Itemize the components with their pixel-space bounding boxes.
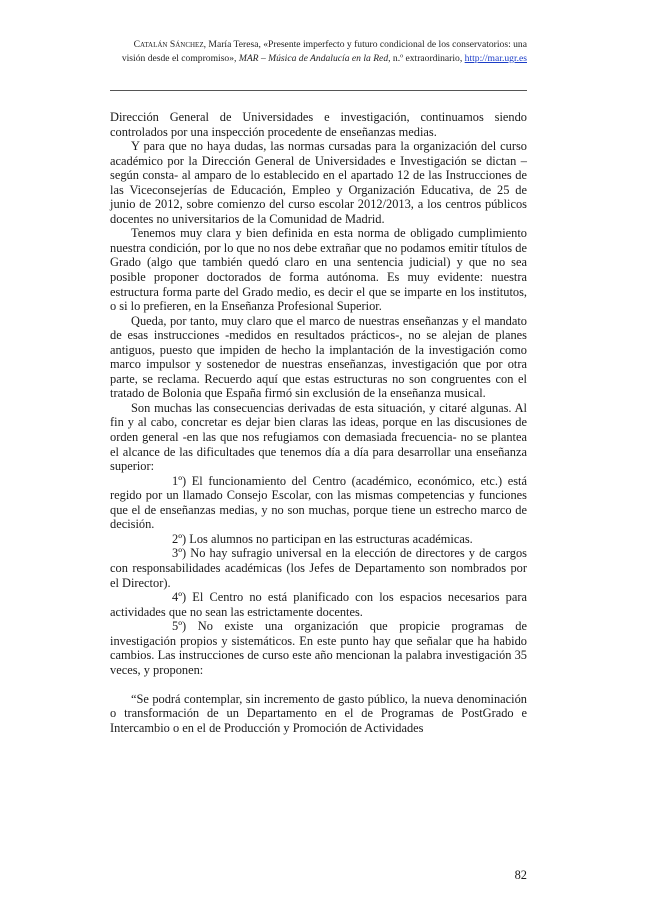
body-paragraph-4: Queda, por tanto, muy claro que el marco de nuestras enseñanzas y el mandato de esas instrucciones -medidos en resultados prácticos-, no se alejan de planes antiguos, puesto que impiden de hecho la implantación de la investigación como marco impulsor y sostenedor de nuestras enseñanzas, investigación que por otra parte, se reclama. Recuerdo aquí que estas estructuras no son congruentes con el tratado de Bolonia que España firmó sin exclusión de la enseñanza musical. [110,313,527,401]
body-paragraph-2: Y para que no haya dudas, las normas cursadas para la organización del curso académico por la Dirección General de Universidades e Investigación se dictan –según consta- al amparo de lo establecido en el apartado 12 de las Instrucciones de las Viceconsejerías de Educación, Empleo y Organización Educativa, de 25 de junio de 2012, sobre comienzo del curso escolar 2012/2013, a los centros públicos docentes no universitarios de la Comunidad de Madrid. [110,139,527,226]
article-body [110,110,527,735]
header-author-lastname: Catalán Sánchez [133,39,204,50]
header-citation-text: , María Teresa, «Presente imperfecto y futuro condicional de los conservatorios: una visión desde el compromiso», [121,39,527,64]
header-divider [110,90,527,91]
blank-line [110,677,527,692]
header-journal: MAR – Música de Andalucía en la Red [238,53,389,64]
page-number: 82 [514,868,527,882]
header-url-link[interactable]: http://mar.ugr.es [464,53,527,64]
body-paragraph-5: Son muchas las consecuencias derivadas de esta situación, y citaré algunas. Al fin y al cabo, concretar es dejar bien claras las ideas, porque en las discusiones de orden general -en las que nos refugiamos con demasiada frecuencia- no se plantea el alcance de las dificultades que tenemos día a día para desarrollar una enseñanza superior: [110,400,527,474]
list-item-1: 1º) El funcionamiento del Centro (académico, económico, etc.) está regido por un llamado Consejo Escolar, con las mismas competencias y funciones que el de enseñanzas medias, y no son muchas, porque tiene un estrecho marco de decisión. [110,473,527,532]
body-paragraph-3: Tenemos muy clara y bien definida en esta norma de obligado cumplimiento nuestra condición, por lo que no nos debe extrañar que no podamos emitir títulos de Grado (algo que también quedó claro en una sentencia judicial) y que no sea posible proponer doctorados de forma autónoma. Es muy evidente: nuestra estructura forma parte del Grado medio, es decir el que se imparte en los institutos, o si lo prefieren, en la Enseñanza Profesional Superior. [110,226,527,314]
header-issue: , n.º extraordinario, [388,53,465,64]
list-item-2: 2º) Los alumnos no participan en las estructuras académicas. [172,531,473,546]
list-item-5: 5º) No existe una organización que propicie programas de investigación propios y sistemáticos. En este punto hay que señalar que ha habido cambios. Las instrucciones de curso este año mencionan la palabra investigación 35 veces, y proponen: [110,619,527,677]
list-item-3: 3º) No hay sufragio universal en la elección de directores y de cargos con responsabilidades académicas (los Jefes de Departamento son nombrados por el Director). [110,546,527,590]
running-header [110,38,527,66]
body-paragraph-1: Dirección General de Universidades e investigación, continuamos siendo controlados por una inspección procedente de enseñanzas medias. [110,110,527,139]
quote-paragraph: “Se podrá contemplar, sin incremento de gasto público, la nueva denominación o transformación de un Departamento en el de Programas de PostGrado e Intercambio o en el de Producción y Promoción de Actividades [110,691,527,735]
list-item-4: 4º) El Centro no está planificado con los espacios necesarios para actividades que no sean las estrictamente docentes. [110,590,527,619]
